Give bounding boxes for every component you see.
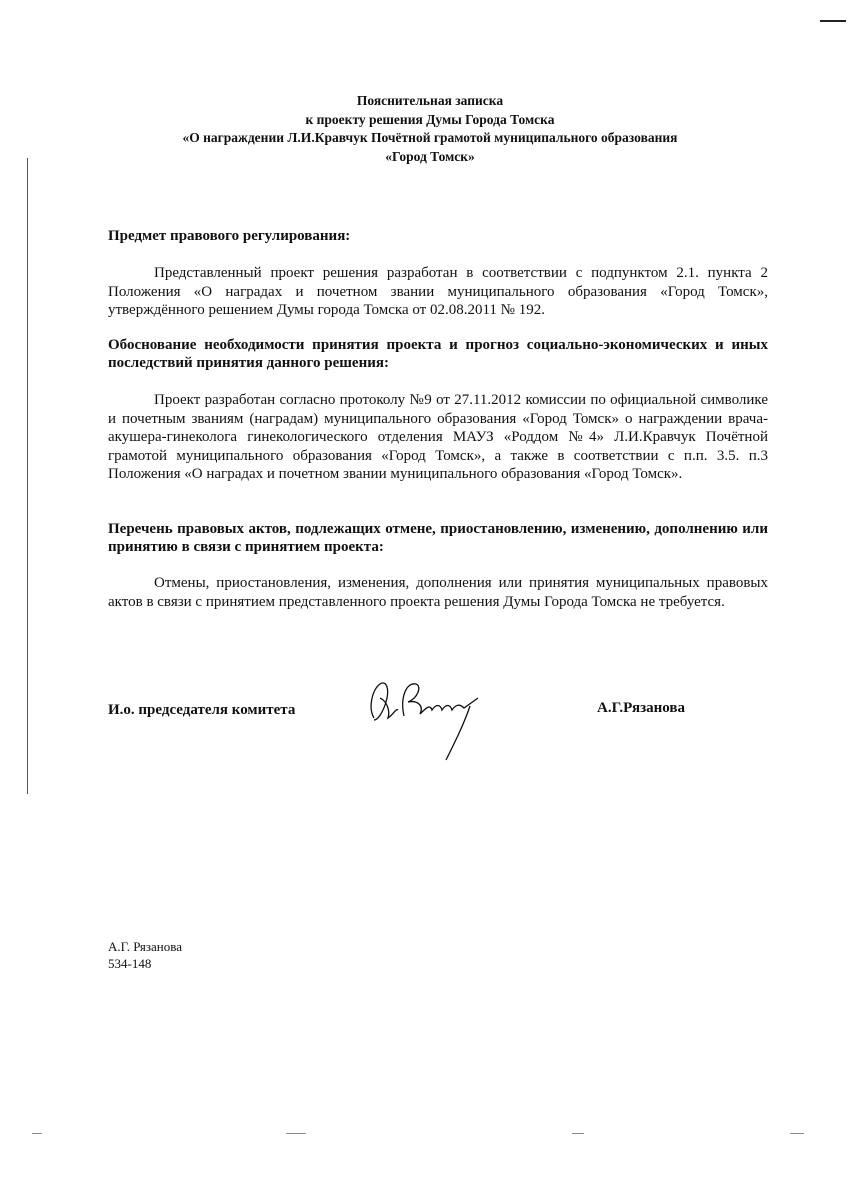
- section-body-subject: Представленный проект решения разработан в соответствии с подпунктом 2.1. пункта 2 Положения «О наградах и почетном звании муниципального образования «Город Томск», утверждённого решением Думы города Томска от 02.08.2011 № 192.: [108, 265, 768, 318]
- scan-artifact-dash: [790, 1133, 804, 1134]
- scan-artifact-margin-line: [27, 158, 28, 794]
- scan-artifact-dash: [32, 1133, 42, 1134]
- title-line: к проекту решения Думы Города Томска: [305, 111, 555, 127]
- section-heading-justification: Обоснование необходимости принятия проекта и прогноз социально-экономических и иных последствий принятия данного решения:: [108, 337, 768, 371]
- document-footer: [108, 938, 182, 972]
- title-line: Пояснительная записка: [356, 93, 504, 108]
- title-line: «О награждении Л.И.Кравчук Почётной грамотой муниципального образования: [182, 130, 678, 145]
- title-line: «Город Томск»: [385, 148, 475, 164]
- scan-artifact-dash: [286, 1133, 306, 1134]
- handwritten-signature: [360, 668, 490, 768]
- signatory-role: И.о. председателя комитета: [108, 702, 296, 718]
- section-heading-legal-acts: Перечень правовых актов, подлежащих отмене, приостановлению, изменению, дополнению или принятию в связи с принятием проекта:: [108, 521, 768, 555]
- scan-artifact-dash: [572, 1133, 584, 1134]
- section-heading-subject: Предмет правового регулирования:: [108, 228, 351, 244]
- scan-artifact-mark: [820, 20, 846, 22]
- section-body-legal-acts: Отмены, приостановления, изменения, дополнения или принятия муниципальных правовых актов в связи с принятием представленного проекта решения Думы Города Томска не требуется.: [108, 575, 768, 610]
- footer-phone: 534-148: [108, 956, 152, 971]
- document-title: [150, 92, 710, 166]
- signatory-name: А.Г.Рязанова: [597, 700, 685, 716]
- section-body-justification: Проект разработан согласно протоколу №9 от 27.11.2012 комиссии по официальной символике и почетным званиям (наградам) муниципального образования «Город Томск» о награждении врача-акушера-гинеколога гинекологического отделения МАУЗ «Роддом №4» Л.И.Кравчук Почётной грамотой муниципального образования «Город Томск», а также в соответствии с п.п. 3.5. п.3 Положения «О наградах и почетном звании муниципального образования «Город Томск».: [108, 392, 768, 482]
- footer-author: А.Г. Рязанова: [108, 939, 183, 954]
